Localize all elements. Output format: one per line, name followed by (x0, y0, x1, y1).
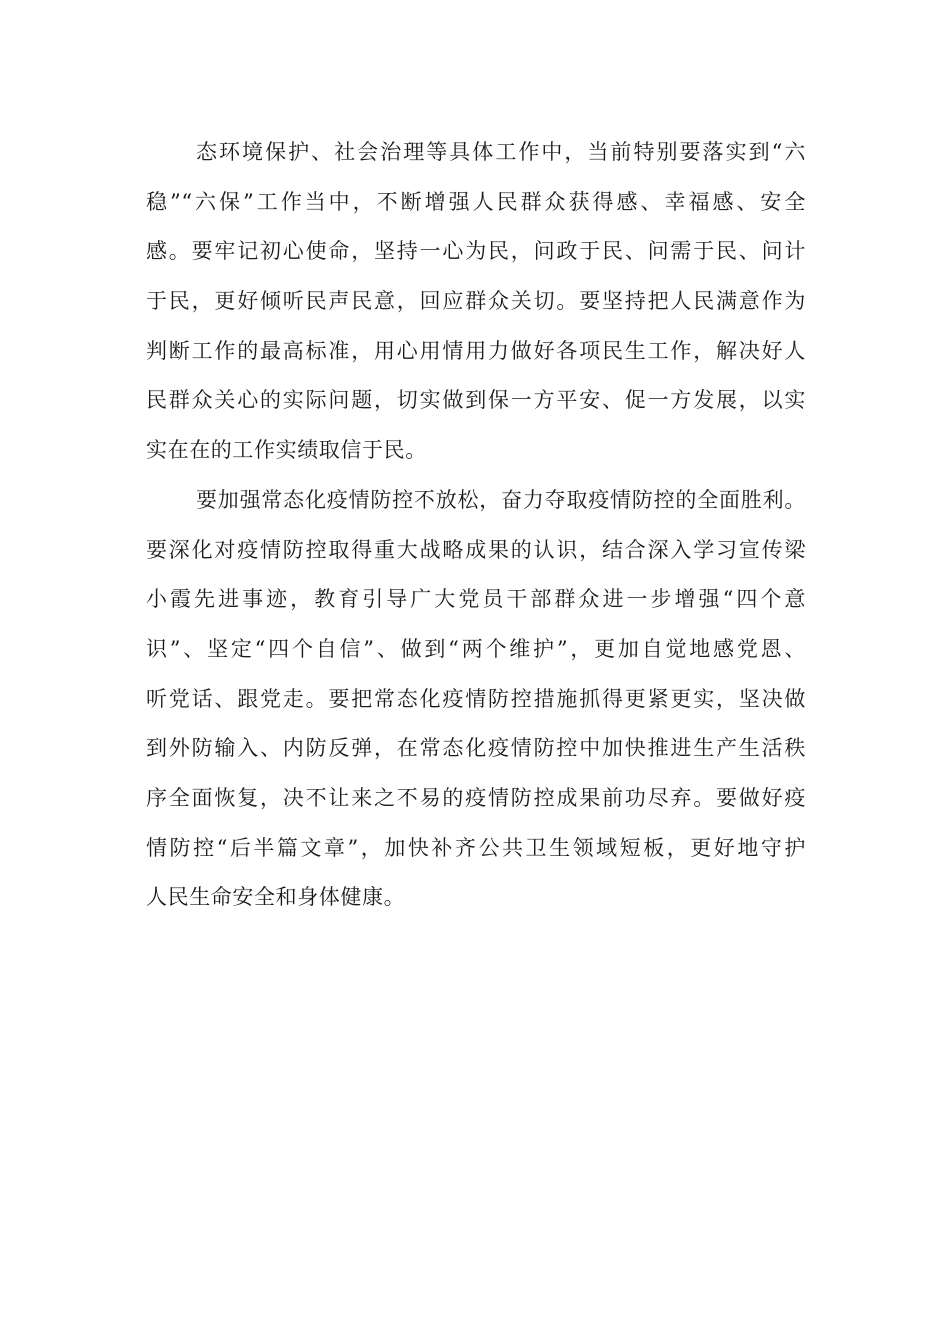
paragraph-1 (146, 128, 806, 476)
paragraph-line: 民群众关心的实际问题，切实做到保一方平安、促一方发展，以实 (146, 388, 806, 413)
paragraph-line: 稳”“六保”工作当中，不断增强人民群众获得感、幸福感、安全 (146, 189, 806, 214)
paragraph-line: 态环境保护、社会治理等具体工作中，当前特别要落实到“六 (196, 140, 806, 164)
paragraph-line: 小霞先进事迹，教育引导广大党员干部群众进一步增强“四个意 (146, 587, 806, 612)
paragraph-line: 要加强常态化疫情防控不放松，奋力夺取疫情防控的全面胜利。 (196, 487, 806, 512)
paragraph-line: 序全面恢复，决不让来之不易的疫情防控成果前功尽弃。要做好疫 (146, 785, 806, 810)
paragraph-line: 实在在的工作实绩取信于民。 (146, 438, 427, 463)
paragraph-line: 要深化对疫情防控取得重大战略成果的认识，结合深入学习宣传梁 (146, 537, 806, 562)
paragraph-line: 识”、坚定“四个自信”、做到“两个维护”，更加自觉地感党恩、 (146, 636, 806, 661)
paragraph-line: 听党话、跟党走。要把常态化疫情防控措施抓得更紧更实，坚决做 (146, 686, 806, 711)
paragraph-line: 判断工作的最高标准，用心用情用力做好各项民生工作，解决好人 (146, 338, 806, 363)
document-body (146, 128, 806, 923)
paragraph-line: 于民，更好倾听民声民意，回应群众关切。要坚持把人民满意作为 (146, 289, 806, 314)
paragraph-line: 感。要牢记初心使命，坚持一心为民，问政于民、问需于民、问计 (146, 239, 806, 264)
paragraph-line: 人民生命安全和身体健康。 (146, 885, 406, 910)
paragraph-2 (146, 476, 806, 923)
paragraph-line: 到外防输入、内防反弹，在常态化疫情防控中加快推进生产生活秩 (146, 736, 806, 761)
paragraph-line: 情防控“后半篇文章”，加快补齐公共卫生领域短板，更好地守护 (146, 835, 806, 860)
